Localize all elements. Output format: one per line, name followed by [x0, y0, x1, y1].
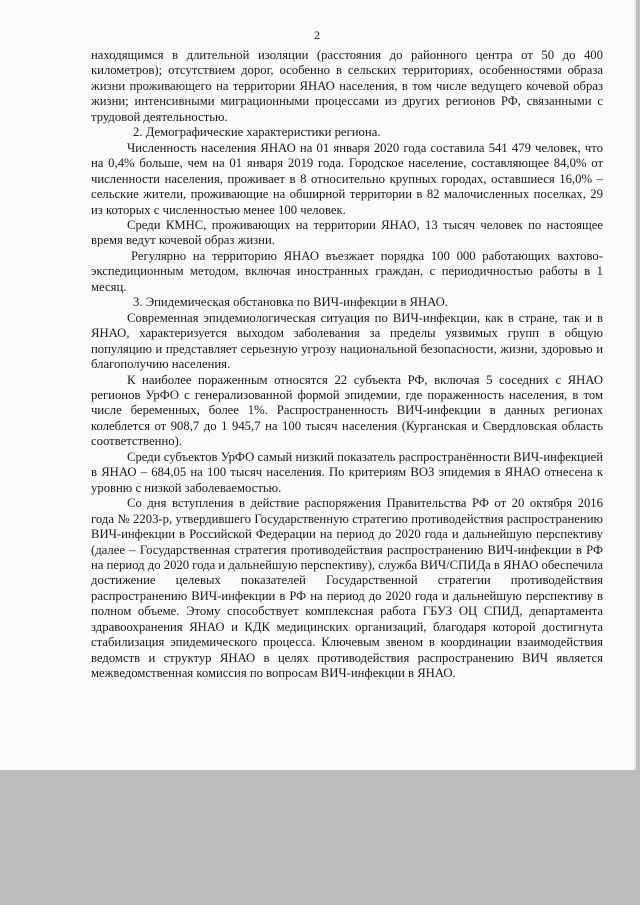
page-number: 2 — [314, 28, 320, 42]
paragraph-indigenous: Среди КМНС, проживающих на территории ЯНАО, 13 тысяч человек по настоящее время ведут кочевой образ жизни. — [91, 217, 603, 248]
section-heading-demographics: 2. Демографические характеристики региона. — [133, 125, 381, 140]
paragraph-affected-regions: К наиболее пораженным относятся 22 субъекта РФ, включая 5 соседних с ЯНАО регионов УрФО с генерализованной формой эпидемии, где пораженность населения, в том числе беременных, более 1%. Распространенность ВИЧ-инфекции в данных регионах колеблется от 908,7 до 1 945,7 на 100 тысяч населения (Курганская и Свердловская область соответственно). — [91, 372, 603, 449]
document-body — [91, 48, 603, 682]
section-heading-hiv: 3. Эпидемическая обстановка по ВИЧ-инфекции в ЯНАО. — [133, 295, 448, 310]
paragraph-prevalence: Среди субъектов УрФО самый низкий показатель распространённости ВИЧ-инфекцией в ЯНАО – 684,05 на 100 тысяч населения. По критериям ВОЗ эпидемия в ЯНАО отнесена к уровню с низкой заболеваемостью. — [91, 449, 603, 495]
paragraph-epidemic-situation: Современная эпидемиологическая ситуация по ВИЧ-инфекции, как в стране, так и в ЯНАО, характеризуется выходом заболевания за пределы уязвимых групп в общую популяцию и представляет серьезную угрозу национальной безопасности, жизни, здоровью и благополучию населения. — [91, 310, 603, 372]
paragraph-strategy: Со дня вступления в действие распоряжения Правительства РФ от 20 октября 2016 года № 2203-р, утвердившего Государственную стратегию противодействия распространению ВИЧ-инфекции в Российской Федерации на период до 2020 года и дальнейшую перспективу (далее – Государственная стратегия противодействия распространению ВИЧ-инфекции в РФ на период до 2020 года и дальнейшую перспективу), служба ВИЧ/СПИДа в ЯНАО обеспечила достижение целевых показателей Государственной стратегии противодействия распространению ВИЧ-инфекции в РФ на период до 2020 года и дальнейшую перспективу в полном объеме. Этому способствует комплексная работа ГБУЗ ОЦ СПИД, департамента здравоохранения ЯНАО и КДК медицинских организаций, благодаря которой достигнута стабилизация эпидемического процесса. Ключевым звеном в координации взаимодействия ведомств и структур ЯНАО в целях противодействия распространению ВИЧ является межведомственная комиссия по вопросам ВИЧ-инфекции в ЯНАО. — [91, 496, 604, 681]
paragraph-shift-workers: Регулярно на территорию ЯНАО въезжает порядка 100 000 работающих вахтово-экспедиционным методом, включая иностранных граждан, с периодичностью работы в 1 месяц. — [91, 248, 603, 294]
paragraph-intro-continuation: находящимся в длительной изоляции (расстояния до районного центра от 50 до 400 километров); отсутствием дорог, особенно в сельских территориях, особенностями образа жизни проживающего на территории ЯНАО населения, в том числе ведущего кочевой образ жизни; интенсивными миграционными процессами из других регионов РФ, связанными с трудовой деятельностью. — [91, 48, 603, 124]
paragraph-population: Численность населения ЯНАО на 01 января 2020 года составила 541 479 человек, что на 0,4% больше, чем на 01 января 2019 года. Городское население, составляющее 84,0% от численности населения, проживает в 8 относительно крупных городах, оставшиеся 16,0% – сельские жители, проживающие на обширной территории в 82 малочисленных поселках, 29 из которых с численностью менее 100 человек. — [91, 140, 603, 217]
